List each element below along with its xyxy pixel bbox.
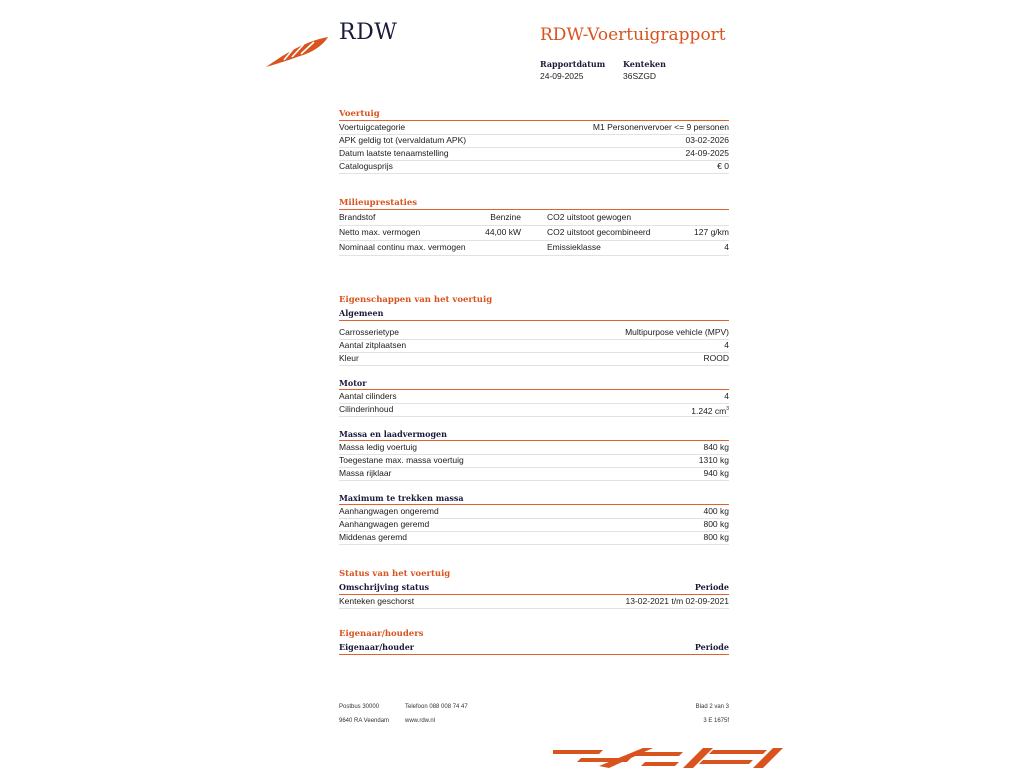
table-row <box>339 505 729 519</box>
row-label: Aanhangwagen ongeremd <box>339 506 439 516</box>
row-value: 13-02-2021 t/m 02-09-2021 <box>625 596 729 606</box>
subsection-motor-title: Motor <box>339 378 367 388</box>
row-value: € 0 <box>717 161 729 171</box>
row-value: Multipurpose vehicle (MPV) <box>625 327 729 337</box>
footer-plaats: 9640 RA Veendam <box>339 718 390 724</box>
section-voertuig-title: Voertuig <box>339 109 380 119</box>
row-value: 940 kg <box>703 468 729 478</box>
table-row <box>339 339 729 353</box>
report-title: RDW-Voertuigrapport <box>540 25 726 45</box>
row-label: CO2 uitstoot gewogen <box>547 212 632 222</box>
rapportdatum-value: 24-09-2025 <box>540 71 584 81</box>
row-label: Toegestane max. massa voertuig <box>339 455 464 465</box>
table-row <box>339 390 729 404</box>
section-eigenschappen-title: Eigenschappen van het voertuig <box>339 295 493 305</box>
row-label: Aantal zitplaatsen <box>339 340 407 350</box>
table-row <box>339 211 729 226</box>
row-value: 03-02-2026 <box>685 135 729 145</box>
row-value: Benzine <box>490 212 521 222</box>
row-label: Kleur <box>339 353 359 363</box>
row-label: Datum laatste tenaamstelling <box>339 148 449 158</box>
row-value: 840 kg <box>703 442 729 452</box>
row-label: Catalogusprijs <box>339 161 393 171</box>
row-label: Massa ledig voertuig <box>339 442 417 452</box>
section-status-title: Status van het voertuig <box>339 569 451 579</box>
table-row <box>339 134 729 148</box>
table-row <box>339 595 729 609</box>
eigenaar-head-left: Eigenaar/houder <box>339 642 415 652</box>
row-label: Cilinderinhoud <box>339 404 394 414</box>
row-label: Voertuigcategorie <box>339 122 406 132</box>
row-value: 24-09-2025 <box>685 148 729 158</box>
footer-postbus: Postbus 30000 <box>339 704 380 710</box>
row-label: Netto max. vermogen <box>339 227 421 237</box>
footer-website: www.rdw.nl <box>405 718 436 724</box>
row-label: Nominaal continu max. vermogen <box>339 242 466 252</box>
section-divider <box>339 654 729 655</box>
row-value <box>691 403 729 417</box>
table-row <box>339 241 729 256</box>
row-value: 1310 kg <box>698 455 729 465</box>
row-label: Kenteken geschorst <box>339 596 415 606</box>
table-row <box>339 147 729 161</box>
row-value: 800 kg <box>703 519 729 529</box>
row-value: 400 kg <box>703 506 729 516</box>
row-label: Aanhangwagen geremd <box>339 519 430 529</box>
logo-text: RDW <box>339 20 398 45</box>
row-label: Emissieklasse <box>547 242 601 252</box>
row-label: Aantal cilinders <box>339 391 397 401</box>
footer-code: 3 E 1675f <box>703 718 729 724</box>
status-head-left: Omschrijving status <box>339 582 430 592</box>
row-value: M1 Personenvervoer <= 9 personen <box>592 122 729 132</box>
kenteken-label: Kenteken <box>623 59 666 69</box>
row-label: Carrosserietype <box>339 327 399 337</box>
table-row <box>339 326 729 340</box>
row-value: ROOD <box>703 353 729 363</box>
row-label: Brandstof <box>339 212 376 222</box>
section-milieu-title: Milieuprestaties <box>339 198 418 208</box>
table-row <box>339 403 729 417</box>
rdw-stripes-decoration-icon <box>553 746 785 768</box>
row-value: 44,00 kW <box>485 227 521 237</box>
row-value: 800 kg <box>703 532 729 542</box>
row-value: 4 <box>724 242 729 252</box>
row-value: 4 <box>724 340 729 350</box>
table-row <box>339 454 729 468</box>
table-row <box>339 352 729 366</box>
row-label: CO2 uitstoot gecombineerd <box>547 227 651 237</box>
rapportdatum-label: Rapportdatum <box>540 59 606 69</box>
rdw-feather-logo-icon <box>264 34 330 70</box>
row-value: 4 <box>724 391 729 401</box>
row-value: 127 g/km <box>694 227 729 237</box>
table-row <box>339 518 729 532</box>
status-head-right: Periode <box>694 582 729 592</box>
subsection-algemeen-title: Algemeen <box>339 308 384 318</box>
table-row <box>339 121 729 135</box>
table-row <box>339 441 729 455</box>
section-divider <box>339 320 729 321</box>
section-divider <box>339 209 729 210</box>
row-label: APK geldig tot (vervaldatum APK) <box>339 135 467 145</box>
row-label: Middenas geremd <box>339 532 408 542</box>
eigenaar-head-right: Periode <box>694 642 729 652</box>
row-label: Massa rijklaar <box>339 468 392 478</box>
subsection-trekken-title: Maximum te trekken massa <box>339 493 464 503</box>
cubic-superscript: 3 <box>726 406 729 412</box>
table-row <box>339 531 729 545</box>
section-eigenaar-title: Eigenaar/houders <box>339 629 424 639</box>
table-row <box>339 160 729 174</box>
footer-telefoon: Telefoon 088 008 74 47 <box>405 704 468 710</box>
cilinderinhoud-value: 1.242 cm <box>691 405 727 416</box>
subsection-massa-title: Massa en laadvermogen <box>339 429 447 439</box>
kenteken-value: 36SZGD <box>623 71 657 81</box>
table-row <box>339 226 729 241</box>
table-row <box>339 467 729 481</box>
footer-blad: Blad 2 van 3 <box>695 704 729 710</box>
